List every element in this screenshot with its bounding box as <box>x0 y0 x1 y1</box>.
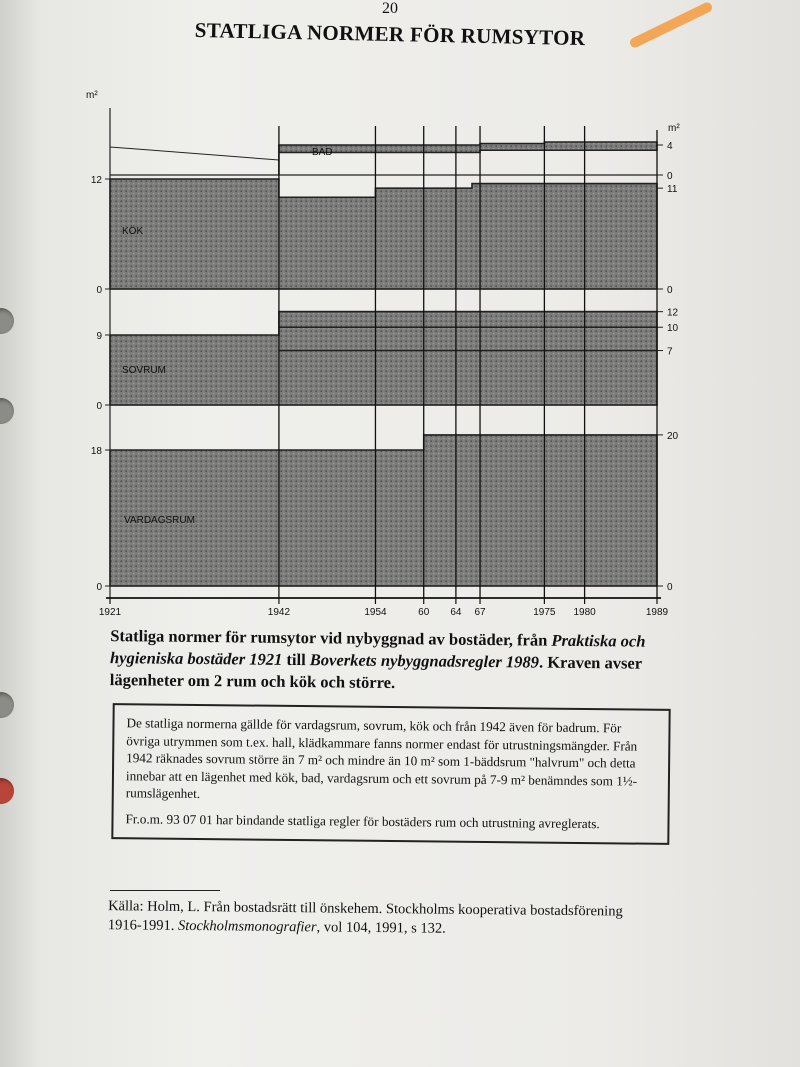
right-tick-label: 12 <box>667 307 679 319</box>
y-axis-unit-right: m² <box>668 123 680 134</box>
y-axis-unit: m² <box>86 90 98 101</box>
x-tick-label: 67 <box>474 607 486 618</box>
caption-text: till <box>282 649 310 670</box>
x-tick-label: 1942 <box>267 607 291 618</box>
punch-hole <box>0 692 14 718</box>
right-tick-label: 11 <box>667 184 678 196</box>
x-tick-label: 1975 <box>533 607 556 618</box>
right-tick-label: 7 <box>667 346 673 358</box>
footnote-rule <box>110 890 220 891</box>
series-label-kök: KÖK <box>122 226 144 237</box>
page-title: STATLIGA NORMER FÖR RUMSYTOR <box>194 17 586 51</box>
right-tick-label: 0 <box>667 171 673 182</box>
area-bad <box>279 141 657 175</box>
caption-italic-2: Boverkets nybyggnadsregler 1989 <box>309 650 540 672</box>
series-label-vardagsrum: VARDAGSRUM <box>124 515 195 526</box>
area-kök <box>110 179 657 289</box>
x-tick-label: 60 <box>418 607 430 618</box>
page-number: 20 <box>382 0 398 17</box>
notice-box <box>111 703 670 845</box>
left-tick-label: 9 <box>96 331 102 342</box>
right-tick-label: 0 <box>667 582 673 593</box>
area-sovrum <box>110 312 657 405</box>
right-tick-label: 20 <box>667 430 679 442</box>
x-tick-label: 1921 <box>98 607 122 618</box>
source-italic: Stockholmsmonografier <box>177 917 317 936</box>
caption-italic-1: Praktiska och hygieniska bostäder 1921 <box>109 630 646 669</box>
caption-text: Statliga normer för rumsytor vid nybyggnad av bostäder, från <box>110 626 552 650</box>
series-label-sovrum: SOVRUM <box>122 365 166 376</box>
x-tick-label: 64 <box>450 607 462 618</box>
caption-text: . Kraven avser lägenheter om 2 rum och kök och större. <box>109 652 642 693</box>
punch-hole <box>0 778 14 804</box>
notice-paragraph-2: Fr.o.m. 93 07 01 har bindande statliga regler för bostäders rum och utrustning avreglerats. <box>125 810 600 831</box>
notice-paragraph-1: De statliga normerna gällde för vardagsrum, sovrum, kök och från 1942 även för badrum. För övriga utrymmen som t.ex. hall, klädkammare fanns normer endast för utrustningsmängder. Från 1942 räknades sovrum större än 7 m² och mindre än 10 m² som 1-bäddsrum "halvrum" och detta innebar att en lägenhet med kök, bad, vardagsrum och ett sovrum på 7-9 m² benämndes som 1½-rumslägenhet. <box>125 715 638 802</box>
left-tick-label: 0 <box>96 285 102 296</box>
bad-pre-1942-line <box>110 147 279 160</box>
figure-caption <box>110 625 671 697</box>
left-tick-label: 0 <box>96 401 102 412</box>
right-tick-label: 4 <box>667 141 673 152</box>
left-tick-label: 18 <box>90 446 102 457</box>
x-tick-label: 1980 <box>573 607 596 618</box>
left-tick-label: 12 <box>90 175 102 186</box>
x-tick-label: 1954 <box>364 607 387 618</box>
left-tick-label: 0 <box>96 582 102 593</box>
x-tick-label: 1989 <box>645 607 669 618</box>
right-tick-label: 0 <box>667 285 673 296</box>
source-text: , vol 104, 1991, s 132. <box>316 919 446 937</box>
right-tick-label: 10 <box>667 323 679 335</box>
source-note <box>108 897 648 941</box>
area-vardagsrum <box>110 435 657 586</box>
source-text: Källa: Holm, L. Från bostadsrätt till önskehem. Stockholms kooperativa bostadsförening 1916-1991. <box>107 898 623 934</box>
series-label-bad: BAD <box>312 147 333 158</box>
